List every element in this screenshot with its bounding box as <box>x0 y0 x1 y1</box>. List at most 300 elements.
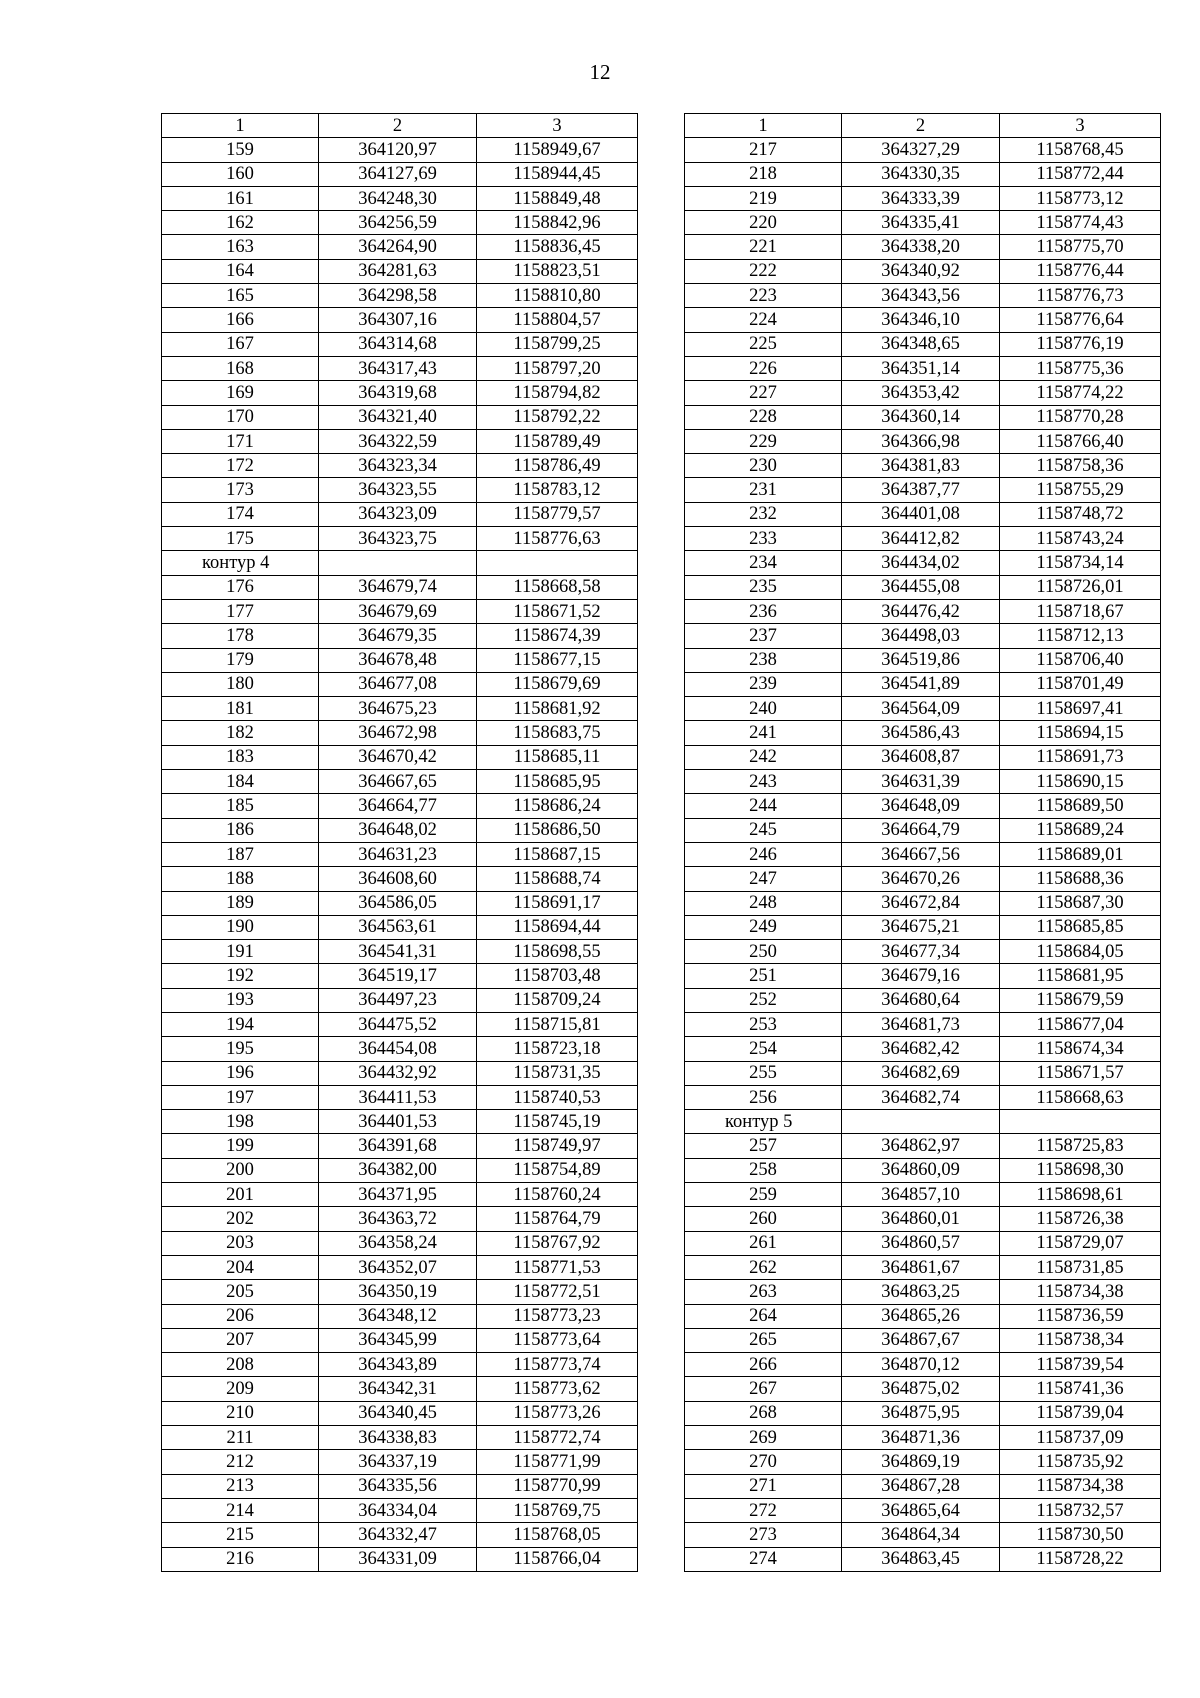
x-coordinate-cell: 364343,56 <box>842 284 1000 308</box>
point-number-cell: 232 <box>685 502 842 526</box>
x-coordinate-cell: 364350,19 <box>319 1280 477 1304</box>
x-coordinate-cell: 364875,02 <box>842 1377 1000 1401</box>
table-row <box>162 794 638 818</box>
x-coordinate-cell: 364127,69 <box>319 162 477 186</box>
point-number-cell: 171 <box>162 429 319 453</box>
table-row <box>162 867 638 891</box>
table-row <box>162 770 638 794</box>
table-row <box>685 502 1161 526</box>
x-coordinate-cell: 364672,84 <box>842 891 1000 915</box>
table-row <box>162 648 638 672</box>
point-number-cell: 254 <box>685 1037 842 1061</box>
table-row <box>162 1158 638 1182</box>
table-row <box>162 891 638 915</box>
x-coordinate-cell: 364343,89 <box>319 1353 477 1377</box>
header-cell: 3 <box>1000 114 1161 138</box>
x-coordinate-cell: 364348,65 <box>842 332 1000 356</box>
y-coordinate-cell: 1158771,53 <box>477 1255 638 1279</box>
table-row <box>685 1328 1161 1352</box>
y-coordinate-cell: 1158767,92 <box>477 1231 638 1255</box>
y-coordinate-cell: 1158691,73 <box>1000 745 1161 769</box>
x-coordinate-cell: 364679,69 <box>319 599 477 623</box>
x-coordinate-cell: 364678,48 <box>319 648 477 672</box>
y-coordinate-cell: 1158674,39 <box>477 624 638 648</box>
point-number-cell: 245 <box>685 818 842 842</box>
y-coordinate-cell: 1158739,54 <box>1000 1353 1161 1377</box>
point-number-cell: 162 <box>162 211 319 235</box>
y-coordinate-cell: 1158688,74 <box>477 867 638 891</box>
point-number-cell: 265 <box>685 1328 842 1352</box>
point-number-cell: 200 <box>162 1158 319 1182</box>
contour-label-row <box>685 1110 1161 1134</box>
y-coordinate-cell: 1158849,48 <box>477 186 638 210</box>
table-row <box>162 1110 638 1134</box>
point-number-cell: 235 <box>685 575 842 599</box>
x-coordinate-cell: 364586,43 <box>842 721 1000 745</box>
x-coordinate-cell: 364381,83 <box>842 454 1000 478</box>
y-coordinate-cell: 1158731,85 <box>1000 1255 1161 1279</box>
table-row <box>162 332 638 356</box>
point-number-cell: 243 <box>685 770 842 794</box>
table-row <box>685 672 1161 696</box>
point-number-cell: 263 <box>685 1280 842 1304</box>
point-number-cell: 269 <box>685 1426 842 1450</box>
x-coordinate-cell: 364332,47 <box>319 1523 477 1547</box>
table-row <box>685 162 1161 186</box>
x-coordinate-cell: 364670,42 <box>319 745 477 769</box>
point-number-cell: 207 <box>162 1328 319 1352</box>
y-coordinate-cell: 1158690,15 <box>1000 770 1161 794</box>
x-coordinate-cell: 364322,59 <box>319 429 477 453</box>
x-coordinate-cell: 364648,02 <box>319 818 477 842</box>
point-number-cell: 248 <box>685 891 842 915</box>
x-coordinate-cell: 364677,34 <box>842 940 1000 964</box>
y-coordinate-cell: 1158949,67 <box>477 138 638 162</box>
x-coordinate-cell: 364340,45 <box>319 1401 477 1425</box>
table-row <box>162 1328 638 1352</box>
table-row <box>685 1450 1161 1474</box>
y-coordinate-cell: 1158685,11 <box>477 745 638 769</box>
point-number-cell: 229 <box>685 429 842 453</box>
empty-cell <box>1000 1110 1161 1134</box>
table-row <box>162 1377 638 1401</box>
point-number-cell: 262 <box>685 1255 842 1279</box>
table-body-left <box>162 114 638 1572</box>
point-number-cell: 227 <box>685 381 842 405</box>
x-coordinate-cell: 364664,77 <box>319 794 477 818</box>
y-coordinate-cell: 1158698,55 <box>477 940 638 964</box>
table-row <box>162 915 638 939</box>
x-coordinate-cell: 364608,60 <box>319 867 477 891</box>
x-coordinate-cell: 364860,57 <box>842 1231 1000 1255</box>
table-row <box>162 138 638 162</box>
point-number-cell: 261 <box>685 1231 842 1255</box>
point-number-cell: 214 <box>162 1498 319 1522</box>
table-row <box>162 988 638 1012</box>
table-row <box>162 1474 638 1498</box>
y-coordinate-cell: 1158804,57 <box>477 308 638 332</box>
y-coordinate-cell: 1158686,50 <box>477 818 638 842</box>
x-coordinate-cell: 364307,16 <box>319 308 477 332</box>
table-row <box>685 332 1161 356</box>
table-row <box>685 1061 1161 1085</box>
x-coordinate-cell: 364861,67 <box>842 1255 1000 1279</box>
table-row <box>685 1280 1161 1304</box>
x-coordinate-cell: 364670,26 <box>842 867 1000 891</box>
y-coordinate-cell: 1158792,22 <box>477 405 638 429</box>
table-row <box>162 454 638 478</box>
x-coordinate-cell: 364679,16 <box>842 964 1000 988</box>
point-number-cell: 173 <box>162 478 319 502</box>
y-coordinate-cell: 1158773,74 <box>477 1353 638 1377</box>
point-number-cell: 241 <box>685 721 842 745</box>
x-coordinate-cell: 364682,74 <box>842 1085 1000 1109</box>
table-row <box>162 1401 638 1425</box>
point-number-cell: 260 <box>685 1207 842 1231</box>
table-row <box>162 1523 638 1547</box>
table-row <box>685 1353 1161 1377</box>
table-row <box>685 356 1161 380</box>
table-row <box>685 429 1161 453</box>
table-header-row <box>685 114 1161 138</box>
page-number: 12 <box>589 60 611 84</box>
table-row <box>162 1183 638 1207</box>
x-coordinate-cell: 364870,12 <box>842 1353 1000 1377</box>
x-coordinate-cell: 364681,73 <box>842 1012 1000 1036</box>
y-coordinate-cell: 1158774,43 <box>1000 211 1161 235</box>
point-number-cell: 250 <box>685 940 842 964</box>
table-row <box>685 1231 1161 1255</box>
table-row <box>685 405 1161 429</box>
point-number-cell: 213 <box>162 1474 319 1498</box>
point-number-cell: 175 <box>162 527 319 551</box>
x-coordinate-cell: 364476,42 <box>842 599 1000 623</box>
x-coordinate-cell: 364608,87 <box>842 745 1000 769</box>
point-number-cell: 184 <box>162 770 319 794</box>
contour-label: контур 4 <box>162 551 319 575</box>
contour-label: контур 5 <box>685 1110 842 1134</box>
y-coordinate-cell: 1158823,51 <box>477 259 638 283</box>
empty-cell <box>842 1110 1000 1134</box>
table-row <box>685 1012 1161 1036</box>
x-coordinate-cell: 364586,05 <box>319 891 477 915</box>
y-coordinate-cell: 1158698,61 <box>1000 1183 1161 1207</box>
y-coordinate-cell: 1158726,38 <box>1000 1207 1161 1231</box>
x-coordinate-cell: 364281,63 <box>319 259 477 283</box>
point-number-cell: 206 <box>162 1304 319 1328</box>
y-coordinate-cell: 1158768,05 <box>477 1523 638 1547</box>
point-number-cell: 165 <box>162 284 319 308</box>
table-row <box>685 915 1161 939</box>
point-number-cell: 205 <box>162 1280 319 1304</box>
table-row <box>685 988 1161 1012</box>
y-coordinate-cell: 1158691,17 <box>477 891 638 915</box>
table-row <box>162 842 638 866</box>
point-number-cell: 259 <box>685 1183 842 1207</box>
y-coordinate-cell: 1158706,40 <box>1000 648 1161 672</box>
x-coordinate-cell: 364264,90 <box>319 235 477 259</box>
x-coordinate-cell: 364323,34 <box>319 454 477 478</box>
table-row <box>162 575 638 599</box>
point-number-cell: 218 <box>685 162 842 186</box>
point-number-cell: 231 <box>685 478 842 502</box>
table-row <box>685 818 1161 842</box>
y-coordinate-cell: 1158732,57 <box>1000 1498 1161 1522</box>
table-row <box>685 1255 1161 1279</box>
table-row <box>685 211 1161 235</box>
x-coordinate-cell: 364865,26 <box>842 1304 1000 1328</box>
point-number-cell: 186 <box>162 818 319 842</box>
y-coordinate-cell: 1158735,92 <box>1000 1450 1161 1474</box>
table-row <box>162 1547 638 1571</box>
x-coordinate-cell: 364519,17 <box>319 964 477 988</box>
table-row <box>162 818 638 842</box>
y-coordinate-cell: 1158944,45 <box>477 162 638 186</box>
point-number-cell: 271 <box>685 1474 842 1498</box>
table-row <box>162 1134 638 1158</box>
x-coordinate-cell: 364387,77 <box>842 478 1000 502</box>
x-coordinate-cell: 364358,24 <box>319 1231 477 1255</box>
x-coordinate-cell: 364345,99 <box>319 1328 477 1352</box>
y-coordinate-cell: 1158712,13 <box>1000 624 1161 648</box>
table-row <box>162 308 638 332</box>
table-row <box>685 575 1161 599</box>
y-coordinate-cell: 1158799,25 <box>477 332 638 356</box>
y-coordinate-cell: 1158723,18 <box>477 1037 638 1061</box>
x-coordinate-cell: 364335,56 <box>319 1474 477 1498</box>
y-coordinate-cell: 1158810,80 <box>477 284 638 308</box>
y-coordinate-cell: 1158842,96 <box>477 211 638 235</box>
x-coordinate-cell: 364363,72 <box>319 1207 477 1231</box>
x-coordinate-cell: 364333,39 <box>842 186 1000 210</box>
point-number-cell: 221 <box>685 235 842 259</box>
table-row <box>685 1134 1161 1158</box>
x-coordinate-cell: 364455,08 <box>842 575 1000 599</box>
point-number-cell: 183 <box>162 745 319 769</box>
x-coordinate-cell: 364863,25 <box>842 1280 1000 1304</box>
point-number-cell: 179 <box>162 648 319 672</box>
y-coordinate-cell: 1158734,14 <box>1000 551 1161 575</box>
x-coordinate-cell: 364541,31 <box>319 940 477 964</box>
y-coordinate-cell: 1158748,72 <box>1000 502 1161 526</box>
x-coordinate-cell: 364519,86 <box>842 648 1000 672</box>
y-coordinate-cell: 1158749,97 <box>477 1134 638 1158</box>
point-number-cell: 195 <box>162 1037 319 1061</box>
table-row <box>685 1304 1161 1328</box>
y-coordinate-cell: 1158771,99 <box>477 1450 638 1474</box>
point-number-cell: 226 <box>685 356 842 380</box>
point-number-cell: 220 <box>685 211 842 235</box>
x-coordinate-cell: 364335,41 <box>842 211 1000 235</box>
table-row <box>685 551 1161 575</box>
table-row <box>162 964 638 988</box>
y-coordinate-cell: 1158734,38 <box>1000 1474 1161 1498</box>
point-number-cell: 209 <box>162 1377 319 1401</box>
x-coordinate-cell: 364680,64 <box>842 988 1000 1012</box>
table-row <box>162 211 638 235</box>
point-number-cell: 233 <box>685 527 842 551</box>
y-coordinate-cell: 1158688,36 <box>1000 867 1161 891</box>
table-row <box>685 842 1161 866</box>
table-row <box>162 1280 638 1304</box>
x-coordinate-cell: 364860,01 <box>842 1207 1000 1231</box>
x-coordinate-cell: 364391,68 <box>319 1134 477 1158</box>
y-coordinate-cell: 1158671,57 <box>1000 1061 1161 1085</box>
y-coordinate-cell: 1158681,95 <box>1000 964 1161 988</box>
point-number-cell: 257 <box>685 1134 842 1158</box>
x-coordinate-cell: 364314,68 <box>319 332 477 356</box>
point-number-cell: 237 <box>685 624 842 648</box>
point-number-cell: 211 <box>162 1426 319 1450</box>
point-number-cell: 264 <box>685 1304 842 1328</box>
table-row <box>685 770 1161 794</box>
point-number-cell: 244 <box>685 794 842 818</box>
point-number-cell: 196 <box>162 1061 319 1085</box>
point-number-cell: 202 <box>162 1207 319 1231</box>
point-number-cell: 172 <box>162 454 319 478</box>
table-row <box>162 1426 638 1450</box>
y-coordinate-cell: 1158789,49 <box>477 429 638 453</box>
empty-cell <box>319 551 477 575</box>
table-row <box>162 1498 638 1522</box>
x-coordinate-cell: 364867,28 <box>842 1474 1000 1498</box>
y-coordinate-cell: 1158668,63 <box>1000 1085 1161 1109</box>
empty-cell <box>477 551 638 575</box>
y-coordinate-cell: 1158754,89 <box>477 1158 638 1182</box>
x-coordinate-cell: 364348,12 <box>319 1304 477 1328</box>
table-row <box>685 697 1161 721</box>
y-coordinate-cell: 1158758,36 <box>1000 454 1161 478</box>
point-number-cell: 197 <box>162 1085 319 1109</box>
y-coordinate-cell: 1158679,69 <box>477 672 638 696</box>
coordinates-table-right <box>684 113 1161 1572</box>
table-row <box>685 794 1161 818</box>
table-row <box>685 1523 1161 1547</box>
y-coordinate-cell: 1158764,79 <box>477 1207 638 1231</box>
x-coordinate-cell: 364863,45 <box>842 1547 1000 1571</box>
y-coordinate-cell: 1158734,38 <box>1000 1280 1161 1304</box>
point-number-cell: 215 <box>162 1523 319 1547</box>
y-coordinate-cell: 1158687,30 <box>1000 891 1161 915</box>
coordinates-table-left <box>161 113 638 1572</box>
x-coordinate-cell: 364248,30 <box>319 186 477 210</box>
point-number-cell: 199 <box>162 1134 319 1158</box>
y-coordinate-cell: 1158709,24 <box>477 988 638 1012</box>
y-coordinate-cell: 1158725,83 <box>1000 1134 1161 1158</box>
x-coordinate-cell: 364541,89 <box>842 672 1000 696</box>
y-coordinate-cell: 1158773,23 <box>477 1304 638 1328</box>
y-coordinate-cell: 1158687,15 <box>477 842 638 866</box>
y-coordinate-cell: 1158786,49 <box>477 454 638 478</box>
x-coordinate-cell: 364352,07 <box>319 1255 477 1279</box>
point-number-cell: 170 <box>162 405 319 429</box>
point-number-cell: 187 <box>162 842 319 866</box>
y-coordinate-cell: 1158760,24 <box>477 1183 638 1207</box>
y-coordinate-cell: 1158768,45 <box>1000 138 1161 162</box>
y-coordinate-cell: 1158773,64 <box>477 1328 638 1352</box>
table-row <box>162 1037 638 1061</box>
x-coordinate-cell: 364667,56 <box>842 842 1000 866</box>
x-coordinate-cell: 364667,65 <box>319 770 477 794</box>
table-row <box>162 599 638 623</box>
y-coordinate-cell: 1158766,40 <box>1000 429 1161 453</box>
point-number-cell: 239 <box>685 672 842 696</box>
table-row <box>685 964 1161 988</box>
table-row <box>162 381 638 405</box>
point-number-cell: 253 <box>685 1012 842 1036</box>
x-coordinate-cell: 364319,68 <box>319 381 477 405</box>
y-coordinate-cell: 1158679,59 <box>1000 988 1161 1012</box>
table-row <box>162 745 638 769</box>
y-coordinate-cell: 1158738,34 <box>1000 1328 1161 1352</box>
table-row <box>162 624 638 648</box>
y-coordinate-cell: 1158783,12 <box>477 478 638 502</box>
table-row <box>685 1474 1161 1498</box>
point-number-cell: 182 <box>162 721 319 745</box>
y-coordinate-cell: 1158683,75 <box>477 721 638 745</box>
point-number-cell: 236 <box>685 599 842 623</box>
y-coordinate-cell: 1158775,70 <box>1000 235 1161 259</box>
point-number-cell: 185 <box>162 794 319 818</box>
point-number-cell: 217 <box>685 138 842 162</box>
x-coordinate-cell: 364317,43 <box>319 356 477 380</box>
table-row <box>162 502 638 526</box>
y-coordinate-cell: 1158698,30 <box>1000 1158 1161 1182</box>
x-coordinate-cell: 364360,14 <box>842 405 1000 429</box>
y-coordinate-cell: 1158731,35 <box>477 1061 638 1085</box>
y-coordinate-cell: 1158776,64 <box>1000 308 1161 332</box>
y-coordinate-cell: 1158677,04 <box>1000 1012 1161 1036</box>
point-number-cell: 181 <box>162 697 319 721</box>
y-coordinate-cell: 1158703,48 <box>477 964 638 988</box>
point-number-cell: 169 <box>162 381 319 405</box>
y-coordinate-cell: 1158776,63 <box>477 527 638 551</box>
point-number-cell: 251 <box>685 964 842 988</box>
x-coordinate-cell: 364857,10 <box>842 1183 1000 1207</box>
y-coordinate-cell: 1158770,99 <box>477 1474 638 1498</box>
table-row <box>685 1037 1161 1061</box>
point-number-cell: 191 <box>162 940 319 964</box>
y-coordinate-cell: 1158739,04 <box>1000 1401 1161 1425</box>
header-cell: 1 <box>162 114 319 138</box>
y-coordinate-cell: 1158681,92 <box>477 697 638 721</box>
y-coordinate-cell: 1158772,74 <box>477 1426 638 1450</box>
point-number-cell: 193 <box>162 988 319 1012</box>
point-number-cell: 267 <box>685 1377 842 1401</box>
y-coordinate-cell: 1158694,15 <box>1000 721 1161 745</box>
table-row <box>162 235 638 259</box>
y-coordinate-cell: 1158743,24 <box>1000 527 1161 551</box>
y-coordinate-cell: 1158674,34 <box>1000 1037 1161 1061</box>
point-number-cell: 222 <box>685 259 842 283</box>
point-number-cell: 204 <box>162 1255 319 1279</box>
x-coordinate-cell: 364871,36 <box>842 1426 1000 1450</box>
y-coordinate-cell: 1158775,36 <box>1000 356 1161 380</box>
x-coordinate-cell: 364497,23 <box>319 988 477 1012</box>
table-row <box>685 1547 1161 1571</box>
point-number-cell: 208 <box>162 1353 319 1377</box>
point-number-cell: 256 <box>685 1085 842 1109</box>
x-coordinate-cell: 364256,59 <box>319 211 477 235</box>
y-coordinate-cell: 1158684,05 <box>1000 940 1161 964</box>
y-coordinate-cell: 1158686,24 <box>477 794 638 818</box>
x-coordinate-cell: 364321,40 <box>319 405 477 429</box>
x-coordinate-cell: 364412,82 <box>842 527 1000 551</box>
table-row <box>685 745 1161 769</box>
table-row <box>685 186 1161 210</box>
x-coordinate-cell: 364401,53 <box>319 1110 477 1134</box>
x-coordinate-cell: 364648,09 <box>842 794 1000 818</box>
